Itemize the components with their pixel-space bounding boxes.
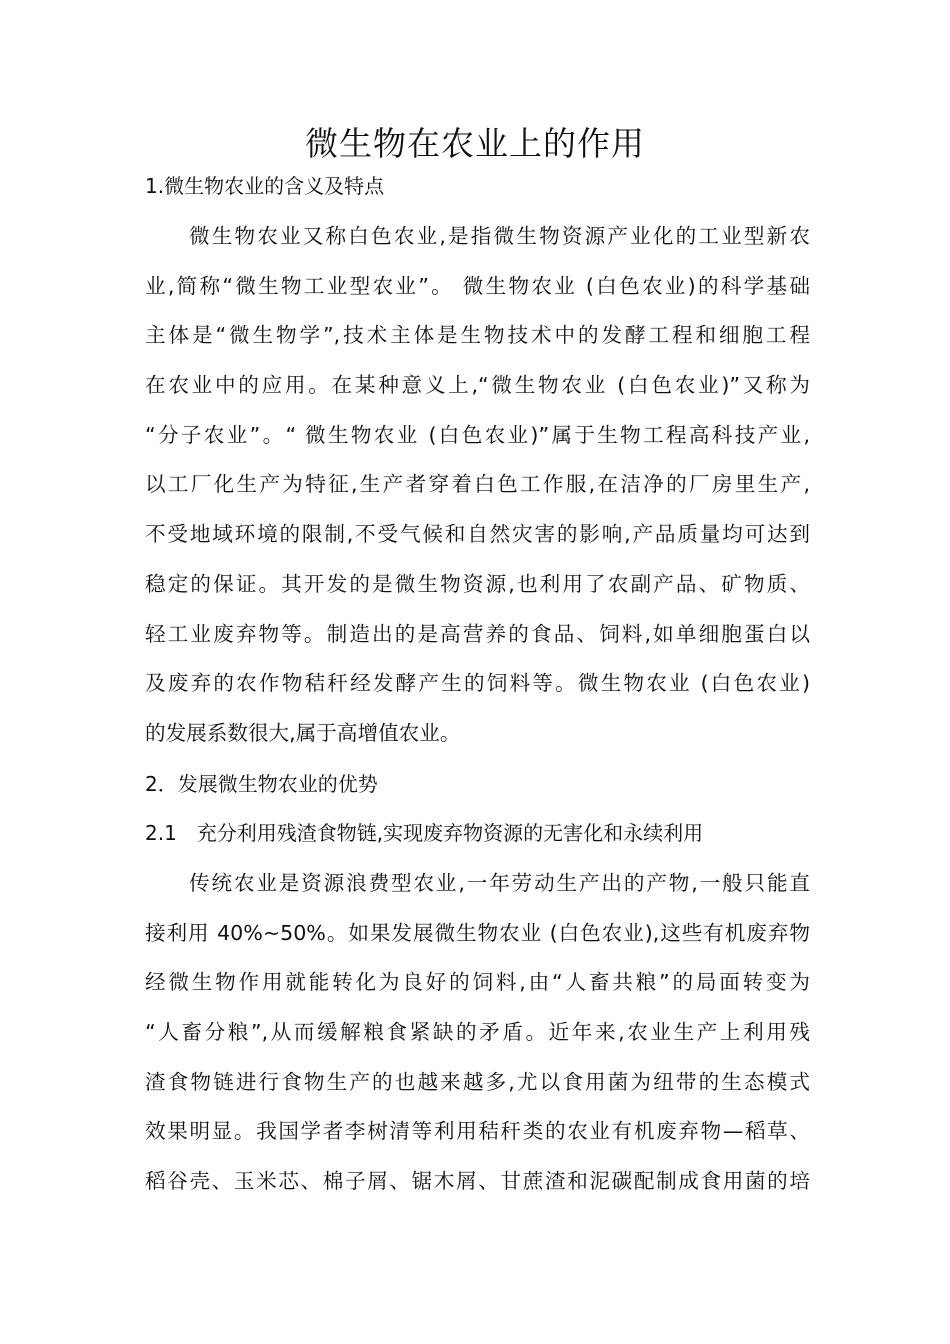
- paragraph-line: 及废弃的农作物秸秆经发酵产生的饲料等。微生物农业 (白色农业): [145, 671, 810, 696]
- paragraph-line: 以工厂化生产为特征,生产者穿着白色工作服,在洁净的厂房里生产,: [145, 472, 810, 497]
- section-1-paragraph: [145, 212, 810, 759]
- paragraph-line: 接利用 40%~50%。如果发展微生物农业 (白色农业),这些有机废弃物: [145, 920, 810, 945]
- section-2-heading: 2．发展微生物农业的优势: [145, 772, 378, 796]
- paragraph-line: 轻工业废弃物等。制造出的是高营养的食品、饲料,如单细胞蛋白以: [145, 621, 810, 646]
- paragraph-line: 传统农业是资源浪费型农业,一年劳动生产出的产物,一般只能直: [189, 871, 810, 895]
- paragraph-line: 业,简称“微生物工业型农业”。 微生物农业 (白色农业)的科学基础: [145, 273, 810, 298]
- section-1-heading: 1.微生物农业的含义及特点: [145, 174, 385, 198]
- paragraph-line: 渣食物链进行食物生产的也越来越多,尤以食用菌为纽带的生态模式: [145, 1069, 810, 1094]
- section-2-1-paragraph: [145, 859, 810, 1207]
- paragraph-line: 稳定的保证。其开发的是微生物资源,也利用了农副产品、矿物质、: [145, 571, 810, 596]
- paragraph-line: “分子农业”。“ 微生物农业 (白色农业)”属于生物工程高科技产业,: [145, 422, 810, 447]
- paragraph-line: 的发展系数很大,属于高增值农业。: [145, 720, 461, 745]
- paragraph-line: 不受地域环境的限制,不受气候和自然灾害的影响,产品质量均可达到: [145, 522, 810, 547]
- document-title: 微生物在农业上的作用: [305, 124, 645, 164]
- paragraph-line: 经微生物作用就能转化为良好的饲料,由“人畜共粮”的局面转变为: [145, 970, 810, 995]
- paragraph-line: “人畜分粮”,从而缓解粮食紧缺的矛盾。近年来,农业生产上利用残: [145, 1020, 810, 1045]
- paragraph-line: 在农业中的应用。在某种意义上,“微生物农业 (白色农业)”又称为: [145, 373, 810, 398]
- paragraph-line: 微生物农业又称白色农业,是指微生物资源产业化的工业型新农: [189, 224, 810, 248]
- paragraph-line: 效果明显。我国学者李树清等利用秸秆类的农业有机废弃物—稻草、: [145, 1119, 810, 1144]
- paragraph-line: 主体是“微生物学”,技术主体是生物技术中的发酵工程和细胞工程: [145, 323, 810, 348]
- section-2-1-heading: 2.1 充分利用残渣食物链,实现废弃物资源的无害化和永续利用: [145, 821, 704, 845]
- paragraph-line: 稻谷壳、玉米芯、棉子屑、锯木屑、甘蔗渣和泥碳配制成食用菌的培: [145, 1169, 810, 1194]
